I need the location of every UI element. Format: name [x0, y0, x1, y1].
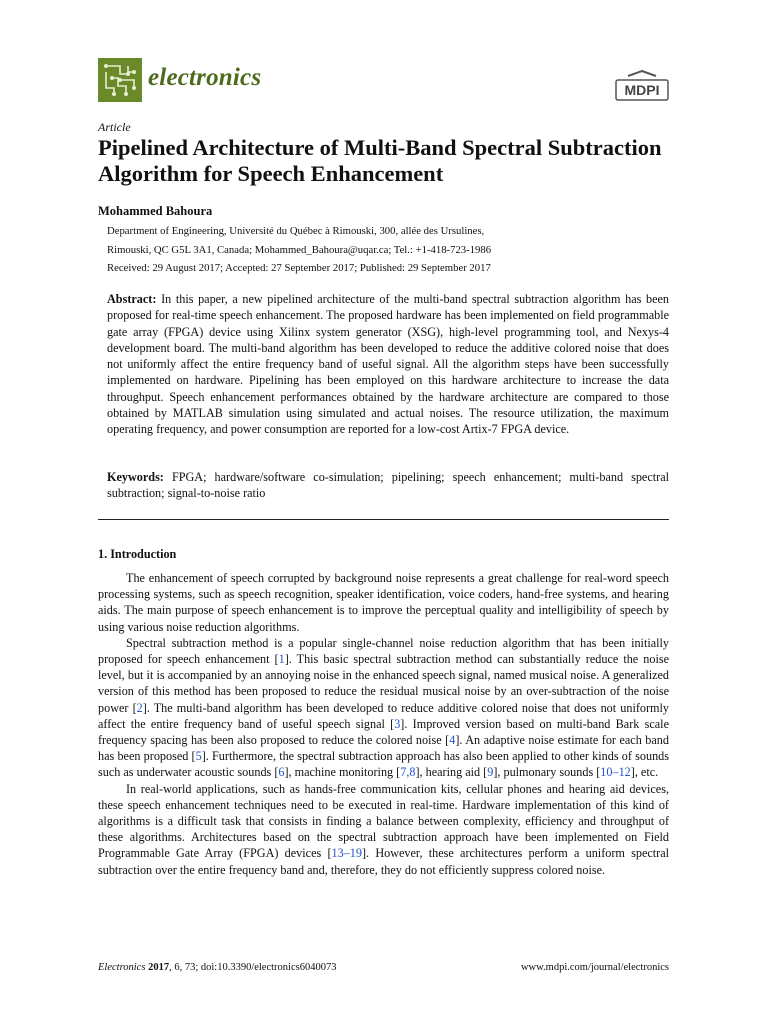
text-run: ], machine monitoring [: [284, 765, 401, 780]
text-run: In real-world applications, such as hands-free communication kits, cellular phones and hearing aid devices, these speech enhancement techniques need to be executed in real-time. Hardware implementation of this kind of algorithms is a difficult task that consists in finding a balance between complexity, efficiency and throughput of these algorithms. Architectures based on the spectral subtraction approach have been implemented on Field Programmable Gate Array (FPGA) devices [: [98, 781, 669, 861]
footer-url[interactable]: www.mdpi.com/journal/electronics: [520, 962, 669, 973]
citation-link[interactable]: 6: [278, 765, 285, 780]
footer-year: 2017: [148, 962, 170, 973]
citation-link[interactable]: 3: [394, 716, 401, 731]
author-name: Mohammed Bahoura: [98, 204, 213, 218]
keywords: [107, 469, 669, 502]
citation-link[interactable]: 2: [136, 700, 143, 715]
text-run: ]. However, these architectures perform a uniform spectral subtraction over the entire frequency band and, therefore, they do not efficiently suppress colored noise.: [98, 846, 669, 877]
citation-link[interactable]: 7,8: [400, 765, 416, 780]
abstract: [107, 291, 669, 438]
mdpi-logo-icon: [614, 70, 670, 102]
publication-dates: Received: 29 August 2017; Accepted: 27 September 2017; Published: 29 September 2017: [107, 262, 491, 274]
text-run: ]. The multi-band algorithm has been developed to reduce additive colored noise that does not uniformly affect the entire frequency band of useful speech signal [: [98, 700, 670, 731]
abstract-text: In this paper, a new pipelined architecture of the multi-band spectral subtraction algorithm has been proposed for real-time speech enhancement. The proposed hardware has been implemented on field programmable gate array (FPGA) device using Xilinx system generator (XSG), high-level programming tool, and Nexys-4 development board. The multi-band algorithm has been developed to reduce the additive colored noise that does not uniformly affect the entire frequency band of useful signal. All the algorithm steps have been successfully implemented on hardware. Pipelining has been employed on this hardware architecture to increase the data throughput. Speech enhancement performances obtained by the hardware architecture are compared to those obtained by MATLAB simulation using simulated and actual noises. The resource utilization, the maximum operating frequency, and power consumption are reported for a low-cost Artix-7 FPGA device.: [107, 292, 670, 437]
text-run: ]. Furthermore, the spectral subtraction approach has also been applied to other kinds of sounds such as underwater acoustic sounds [: [98, 749, 669, 780]
citation-link[interactable]: 4: [449, 733, 456, 748]
affiliation-line: Department of Engineering, Université du Québec à Rimouski, 300, allée des Ursulines,: [107, 225, 485, 237]
keywords-text: FPGA; hardware/software co-simulation; pipelining; speech enhancement; multi-band spectral subtraction; signal-to-noise ratio: [107, 470, 669, 501]
text-run: ]. Improved version based on multi-band Bark scale frequency spacing has been also proposed to reduce the colored noise [: [98, 716, 669, 748]
keywords-label: Keywords:: [107, 470, 164, 484]
article-type: Article: [98, 120, 131, 134]
paragraph: [98, 781, 669, 878]
text-run: ], pulmonary sounds [: [493, 765, 601, 780]
footer-journal: Electronics: [98, 962, 146, 973]
text-run: ]. This basic spectral subtraction method can substantially reduce the noise level, but it is accompanied by an annoying noise in the enhanced speech signal, named musical noise. A generalized version of this method has been proposed to reduce the residual musical noise by an over-subtraction of the noise power [: [98, 652, 669, 715]
abstract-label: Abstract:: [107, 292, 157, 306]
citation-link[interactable]: 10–12: [600, 765, 631, 780]
affiliation: [107, 222, 667, 260]
citation-link[interactable]: 5: [195, 749, 202, 764]
citation-link[interactable]: 9: [487, 765, 494, 780]
journal-name: electronics: [148, 64, 262, 91]
journal-logo-icon: [98, 58, 142, 102]
paragraph: The enhancement of speech corrupted by background noise represents a great challenge for real-word speech processing systems, such as speech recognition, speaker identification, voice coders, hand-free systems, and hearing aids. The main purpose of speech enhancement is to improve the perceptual quality and intelligibility of speech by using various noise reduction algorithms.: [98, 571, 669, 634]
text-run: Spectral subtraction method is a popular single-channel noise reduction algorithm that has been initially proposed for speech enhancement [: [98, 635, 669, 667]
citation-link[interactable]: 13–19: [331, 846, 362, 861]
paragraph: [98, 635, 669, 781]
section-divider: [98, 519, 669, 520]
text-run: ], etc.: [630, 765, 659, 780]
citation-link[interactable]: 1: [278, 652, 285, 667]
footer-doi: , 6, 73; doi:10.3390/electronics6040073: [169, 962, 337, 973]
text-run: ], hearing aid [: [415, 765, 488, 780]
article-title: Pipelined Architecture of Multi-Band Spectral Subtraction Algorithm for Speech Enhancement: [98, 135, 662, 186]
text-run: ]. An adaptive noise estimate for each band has been proposed [: [98, 733, 669, 764]
footer-citation: [98, 962, 336, 973]
introduction-body: [98, 570, 669, 878]
section-heading: 1. Introduction: [98, 547, 177, 561]
affiliation-line: Rimouski, QC G5L 3A1, Canada; Mohammed_Bahoura@uqar.ca; Tel.: +1-418-723-1986: [107, 244, 492, 256]
publisher-name: MDPI: [624, 82, 660, 98]
